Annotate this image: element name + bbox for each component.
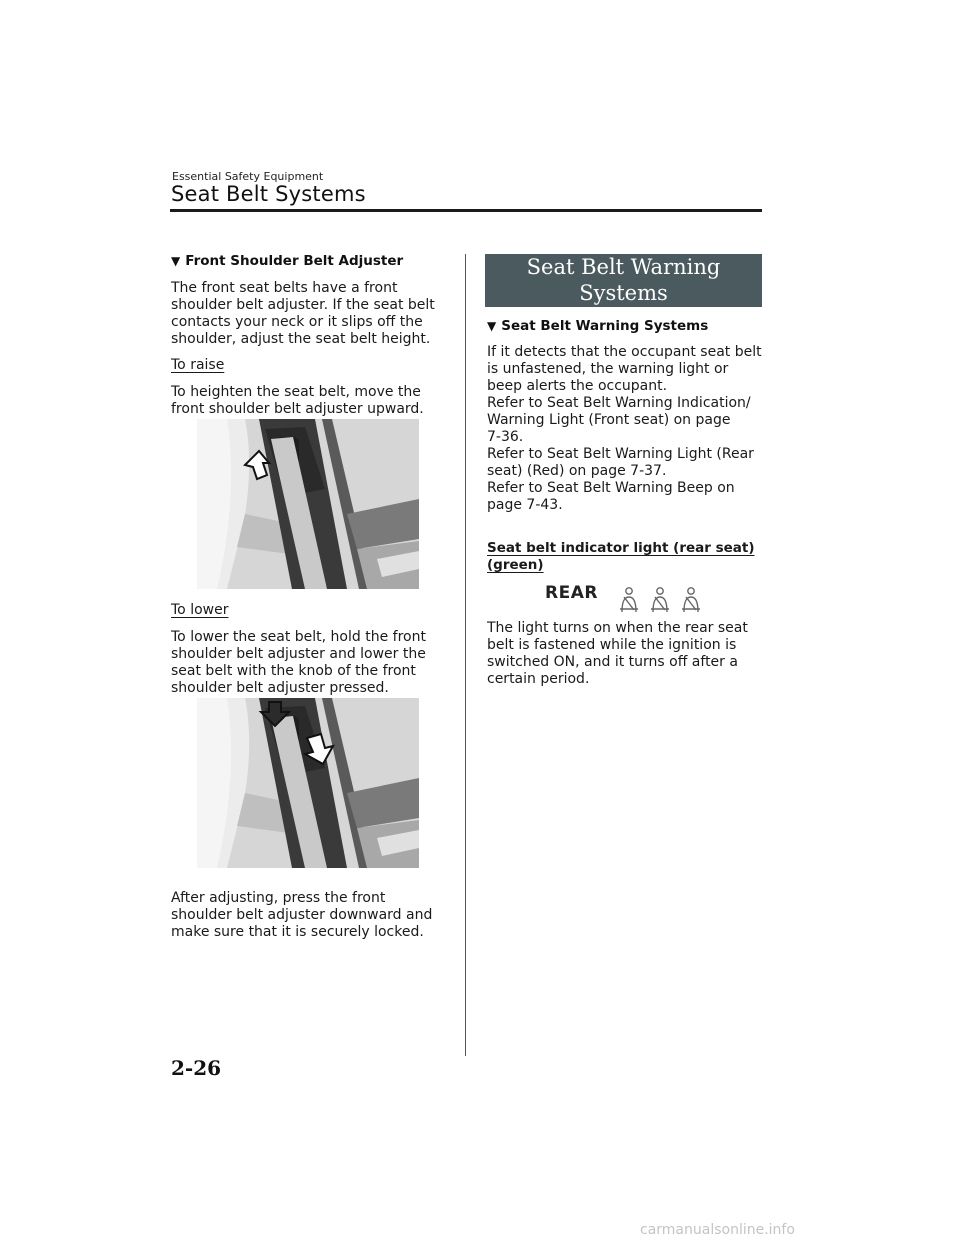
text-line: Seat belt indicator light (rear seat) [487, 540, 755, 556]
seat-belt-person-icon [616, 586, 642, 614]
text-line: make sure that it is securely locked. [171, 924, 424, 940]
raise-instructions [171, 384, 446, 418]
watermark: carmanualsonline.info [640, 1222, 795, 1238]
text-line: Refer to Seat Belt Warning Indication/ [487, 395, 751, 411]
text-line: shoulder belt adjuster downward and [171, 907, 433, 923]
lower-adjuster-photo [197, 698, 419, 868]
text-line: shoulder belt adjuster and lower the [171, 646, 426, 662]
text-line: switched ON, and it turns off after a [487, 654, 738, 670]
seat-belt-warning-banner [485, 254, 762, 307]
to-raise-heading: To raise [171, 357, 225, 373]
text-line: certain period. [487, 671, 590, 687]
page-number: 2-26 [171, 1056, 222, 1080]
text-line: (green) [487, 557, 544, 573]
text-line: seat belt with the knob of the front [171, 663, 416, 679]
seat-belt-person-icon [647, 586, 673, 614]
text-line: seat) (Red) on page 7-37. [487, 463, 667, 479]
banner-line: Systems [579, 281, 668, 305]
column-divider [465, 254, 466, 1056]
text-line: Refer to Seat Belt Warning Beep on [487, 480, 735, 496]
front-shoulder-belt-heading: ▼ Front Shoulder Belt Adjuster [171, 253, 404, 269]
text-line: beep alerts the occupant. [487, 378, 668, 394]
raise-adjuster-photo [197, 419, 419, 589]
banner-line: Seat Belt Warning [526, 255, 721, 279]
text-line: The light turns on when the rear seat [487, 620, 748, 636]
text-line: Refer to Seat Belt Warning Light (Rear [487, 446, 754, 462]
triangle-bullet-icon: ▼ [171, 254, 181, 268]
indicator-light-heading [487, 540, 762, 574]
seat-belt-person-icon [678, 586, 704, 614]
warning-systems-heading: ▼ Seat Belt Warning Systems [487, 318, 709, 334]
after-adjusting-text [171, 890, 446, 941]
to-lower-heading: To lower [171, 602, 229, 618]
text-line: belt is fastened while the ignition is [487, 637, 737, 653]
text-line: The front seat belts have a front [171, 280, 398, 296]
page-title: Seat Belt Systems [171, 182, 366, 206]
rear-indicator-label: REAR [545, 583, 598, 603]
lower-instructions [171, 629, 446, 697]
adjuster-intro [171, 280, 446, 348]
text-line: page 7-43. [487, 497, 563, 513]
text-line: After adjusting, press the front [171, 890, 386, 906]
text-line: shoulder belt adjuster pressed. [171, 680, 389, 696]
text-line: To heighten the seat belt, move the [171, 384, 421, 400]
warning-systems-body [487, 344, 762, 514]
indicator-light-description [487, 620, 762, 688]
text-line: shoulder belt adjuster. If the seat belt [171, 297, 435, 313]
text-line: Warning Light (Front seat) on page [487, 412, 731, 428]
triangle-bullet-icon: ▼ [487, 319, 497, 333]
text-line: To lower the seat belt, hold the front [171, 629, 426, 645]
text-line: If it detects that the occupant seat belt [487, 344, 762, 360]
text-line: 7-36. [487, 429, 524, 445]
text-line: contacts your neck or it slips off the [171, 314, 423, 330]
text-line: shoulder, adjust the seat belt height. [171, 331, 431, 347]
text-line: is unfastened, the warning light or [487, 361, 729, 377]
section-label: Essential Safety Equipment [172, 170, 324, 183]
title-rule [170, 209, 762, 212]
text-line: front shoulder belt adjuster upward. [171, 401, 424, 417]
